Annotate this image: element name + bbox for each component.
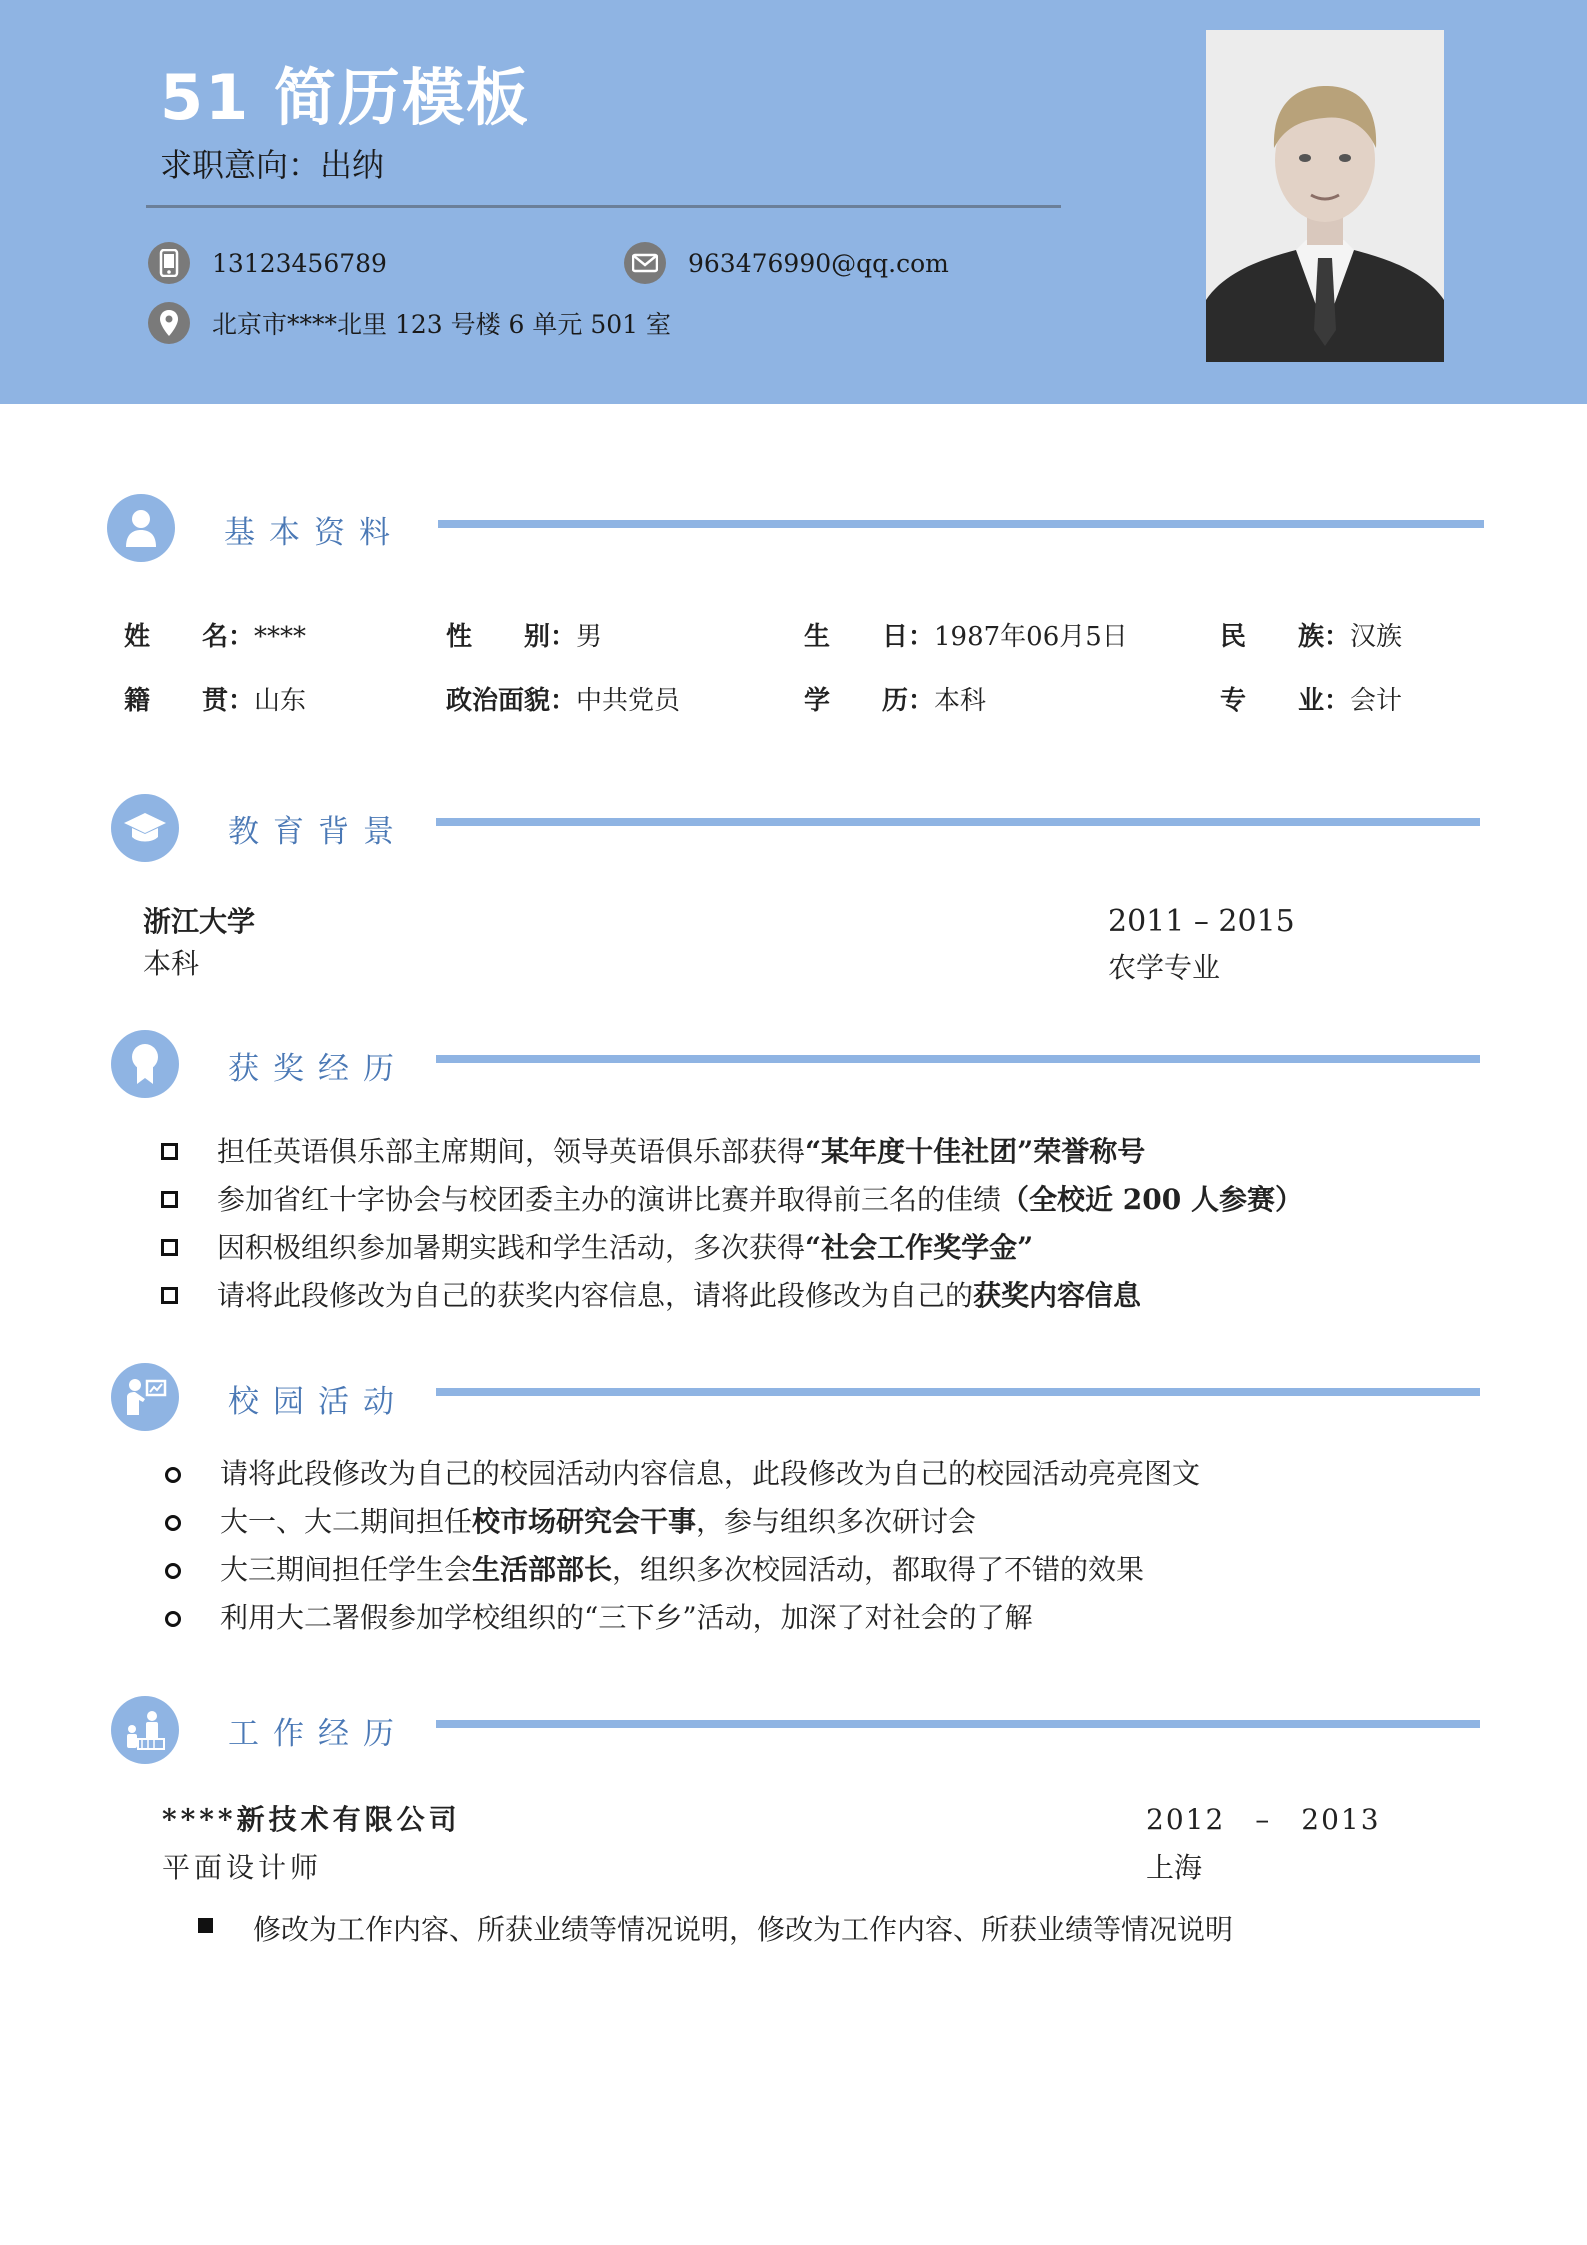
campus-item: 利用大二署假参加学校组织的“三下乡”活动，加深了对社会的了解 [220, 1601, 1033, 1634]
person-icon [107, 494, 175, 562]
section-divider [436, 1388, 1480, 1396]
campus-item: 大一、大二期间担任校市场研究会干事，参与组织多次研讨会 [220, 1505, 977, 1538]
education-major: 农学专业 [1108, 951, 1221, 984]
info-native: 籍 贯：山东 [124, 686, 307, 716]
section-divider [438, 520, 1484, 528]
info-major: 专 业：会计 [1220, 686, 1403, 716]
circle-bullet-icon [165, 1467, 181, 1483]
section-divider [436, 1055, 1480, 1063]
square-bullet-icon [161, 1239, 178, 1256]
mail-icon [624, 242, 666, 284]
speaker-presentation-icon [111, 1363, 179, 1431]
award-item: 因积极组织参加暑期实践和学生活动，多次获得“社会工作奖学金” [217, 1231, 1034, 1264]
phone-contact [148, 242, 387, 284]
circle-bullet-icon [165, 1515, 181, 1531]
email-contact [624, 242, 949, 284]
job-position: 平面设计师 [162, 1851, 323, 1884]
circle-bullet-icon [165, 1611, 181, 1627]
section-divider [436, 818, 1480, 826]
section-divider [436, 1720, 1480, 1728]
education-period: 2011 – 2015 [1108, 904, 1295, 939]
square-bullet-icon [161, 1191, 178, 1208]
work-description: 修改为工作内容、所获业绩等情况说明，修改为工作内容、所获业绩等情况说明 [253, 1913, 1234, 1946]
section-title-awards: 获奖经历 [228, 1051, 408, 1087]
campus-item: 大三期间担任学生会生活部部长，组织多次校园活动，都取得了不错的效果 [220, 1553, 1145, 1586]
info-birth: 生 日：1987年06月5日 [804, 622, 1128, 652]
work-location: 上海 [1146, 1851, 1203, 1884]
phone-icon [148, 242, 190, 284]
info-political: 政治面貌：中共党员 [446, 686, 681, 716]
home-address: 北京市****北里 123 号楼 6 单元 501 室 [212, 310, 672, 339]
work-period: 2012 – 2013 [1146, 1803, 1381, 1836]
address-contact [148, 302, 671, 344]
resume-title: 51 简历模板 [160, 61, 530, 134]
award-item: 请将此段修改为自己的获奖内容信息，请将此段修改为自己的获奖内容信息 [217, 1279, 1142, 1312]
circle-bullet-icon [165, 1563, 181, 1579]
info-ethnic: 民 族：汉族 [1220, 622, 1403, 652]
info-name: 姓 名：**** [124, 622, 307, 652]
campus-item: 请将此段修改为自己的校园活动内容信息，此段修改为自己的校园活动亮亮图文 [220, 1457, 1201, 1490]
info-gender: 性 别：男 [446, 622, 603, 652]
education-degree: 本科 [143, 947, 200, 980]
team-work-icon [111, 1696, 179, 1764]
job-intent: 求职意向：出纳 [160, 146, 385, 184]
graduation-cap-icon [111, 794, 179, 862]
header-divider [146, 205, 1061, 208]
square-bullet-icon [161, 1287, 178, 1304]
email-address: 963476990@qq.com [688, 248, 949, 278]
award-medal-icon [111, 1030, 179, 1098]
section-title-campus: 校园活动 [228, 1384, 408, 1420]
company-name: ****新技术有限公司 [162, 1803, 461, 1836]
section-title-education: 教育背景 [228, 814, 408, 850]
filled-square-bullet-icon [198, 1918, 213, 1933]
award-item: 参加省红十字协会与校团委主办的演讲比赛并取得前三名的佳绩（全校近 200 人参赛） [217, 1183, 1303, 1216]
section-title-work: 工作经历 [228, 1716, 408, 1752]
school-name: 浙江大学 [143, 905, 256, 938]
header-banner [0, 0, 1587, 404]
location-pin-icon [148, 302, 190, 344]
info-degree: 学 历：本科 [804, 686, 987, 716]
phone-number: 13123456789 [212, 248, 387, 278]
section-title-basic: 基本资料 [224, 515, 404, 551]
square-bullet-icon [161, 1143, 178, 1160]
profile-photo [1206, 30, 1444, 362]
award-item: 担任英语俱乐部主席期间，领导英语俱乐部获得“某年度十佳社团”荣誉称号 [217, 1135, 1146, 1168]
